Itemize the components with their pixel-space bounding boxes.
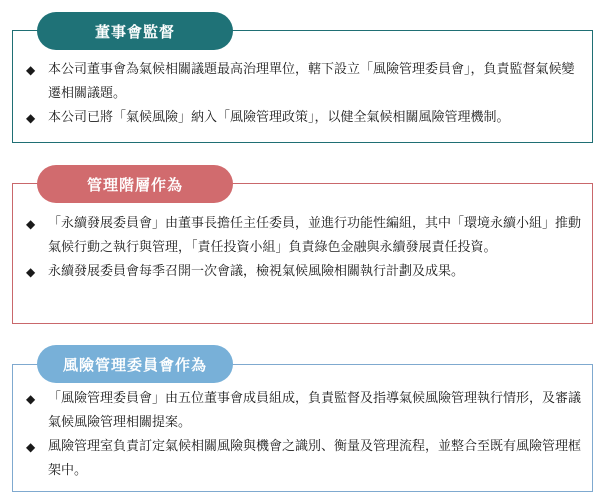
section-title-pill: 管理階層作為	[37, 165, 233, 203]
bullet-list	[26, 387, 581, 483]
bullet-list	[26, 212, 581, 284]
list-item	[26, 435, 581, 483]
list-item-text: 本公司已將「氣候風險」納入「風險管理政策」，以健全氣候相關風險管理機制。	[48, 110, 510, 125]
diamond-bullet-icon: ◆	[26, 265, 36, 279]
list-item	[26, 106, 581, 130]
list-item-text: 「風險管理委員會」由五位董事會成員組成，負責監督及指導氣候風險管理執行情形，及審議氣候風險管理相關提案。	[48, 391, 582, 430]
section-title-pill: 風險管理委員會作為	[37, 345, 233, 383]
list-item-text: 「永續發展委員會」由董事長擔任主任委員，並進行功能性編組，其中「環境永續小組」推動氣候行動之執行與管理，「責任投資小組」負責綠色金融與永續發展責任投資。	[48, 216, 582, 255]
list-item	[26, 260, 581, 284]
section-title-pill: 董事會監督	[37, 12, 233, 50]
diamond-bullet-icon: ◆	[26, 111, 36, 125]
list-item-text: 本公司董事會為氣候相關議題最高治理單位，轄下設立「風險管理委員會」，負責監督氣候變遷相關議題。	[48, 62, 575, 101]
list-item-text: 永續發展委員會每季召開一次會議，檢視氣候風險相關執行計劃及成果。	[48, 264, 465, 279]
list-item	[26, 58, 581, 106]
diamond-bullet-icon: ◆	[26, 63, 36, 77]
list-item	[26, 387, 581, 435]
diamond-bullet-icon: ◆	[26, 217, 36, 231]
list-item	[26, 212, 581, 260]
bullet-list	[26, 58, 581, 130]
list-item-text: 風險管理室負責訂定氣候相關風險與機會之識別、衡量及管理流程，並整合至既有風險管理框架中。	[48, 439, 582, 478]
diamond-bullet-icon: ◆	[26, 440, 36, 454]
diamond-bullet-icon: ◆	[26, 392, 36, 406]
